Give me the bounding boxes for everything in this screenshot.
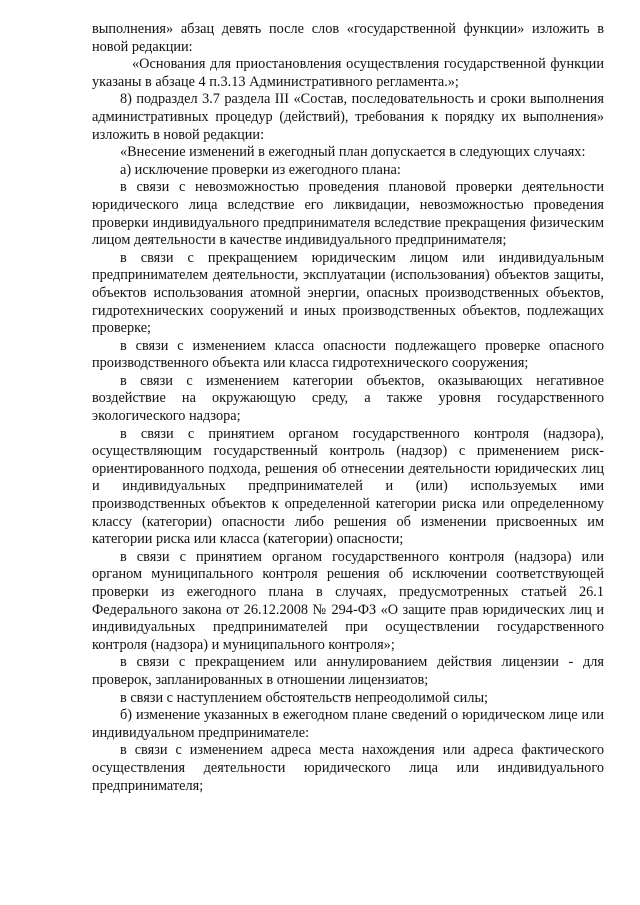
paragraph: «Внесение изменений в ежегодный план допускается в следующих случаях: <box>120 144 586 161</box>
paragraph: 8) подраздел 3.7 раздела III «Состав, последовательность и сроки выполнения административных процедур (действий), требования к порядку их выполнения» изложить в новой редакции: <box>92 91 604 143</box>
paragraph: в связи с прекращением или аннулированием действия лицензии - для проверок, запланированных в отношении лицензиатов; <box>92 654 604 688</box>
paragraph: в связи с наступлением обстоятельств непреодолимой силы; <box>120 689 489 706</box>
paragraph: в связи с изменением адреса места нахождения или адреса фактического осуществления деятельности юридического лица или индивидуального предпринимателя; <box>92 742 604 794</box>
paragraph: а) исключение проверки из ежегодного плана: <box>120 161 401 178</box>
paragraph: в связи с изменением категории объектов, оказывающих негативное воздействие на окружающую среду, а также уровня государственного экологического надзора; <box>92 372 604 425</box>
paragraph: выполнения» абзац девять после слов «государственной функции» изложить в новой редакции: <box>92 21 604 55</box>
paragraph: в связи с изменением класса опасности подлежащего проверке опасного производственного объекта или класса гидротехнического сооружения; <box>92 337 604 372</box>
paragraph: в связи с невозможностью проведения плановой проверки деятельности юридического лица вследствие его ликвидации, невозможностью проведения проверки индивидуального предпринимателя вследствие прекращения физическим лицом деятельности в качестве индивидуального предпринимателя; <box>92 179 604 249</box>
paragraph: «Основания для приостановления осуществления государственной функции указаны в абзаце 4 п.3.13 Административного регламента.»; <box>92 56 604 90</box>
paragraph: в связи с прекращением юридическим лицом или индивидуальным предпринимателем деятельности, эксплуатации (использования) объектов защиты, объектов использования атомной энергии, опасных производственных объектов, гидротехнических сооружений и иных производственных объектов, подлежащих проверке; <box>92 249 604 337</box>
paragraph: в связи с принятием органом государственного контроля (надзора), осуществляющим государственный контроль (надзор) с применением риск-ориентированного подхода, решения об отнесении деятельности юридических лиц и индивидуальных предпринимателей и (или) используемых ими производственных объектов к определенной категории риска или определенному классу (категории) опасности либо решения об изменении присвоенных им категории риска или класса (категории) опасности; <box>92 425 604 548</box>
paragraph: б) изменение указанных в ежегодном плане сведений о юридическом лице или индивидуальном предпринимателе: <box>92 707 604 741</box>
paragraph: в связи с принятием органом государственного контроля (надзора) или органом муниципального контроля решения об исключении соответствующей проверки из ежегодного плана в случаях, предусмотренных статьей 26.1 Федерального закона от 26.12.2008 № 294-ФЗ «О защите прав юридических лиц и индивидуальных предпринимателей при осуществлении государственного контроля (надзора) и муниципального контроля»; <box>92 548 604 653</box>
document-body <box>92 21 604 795</box>
